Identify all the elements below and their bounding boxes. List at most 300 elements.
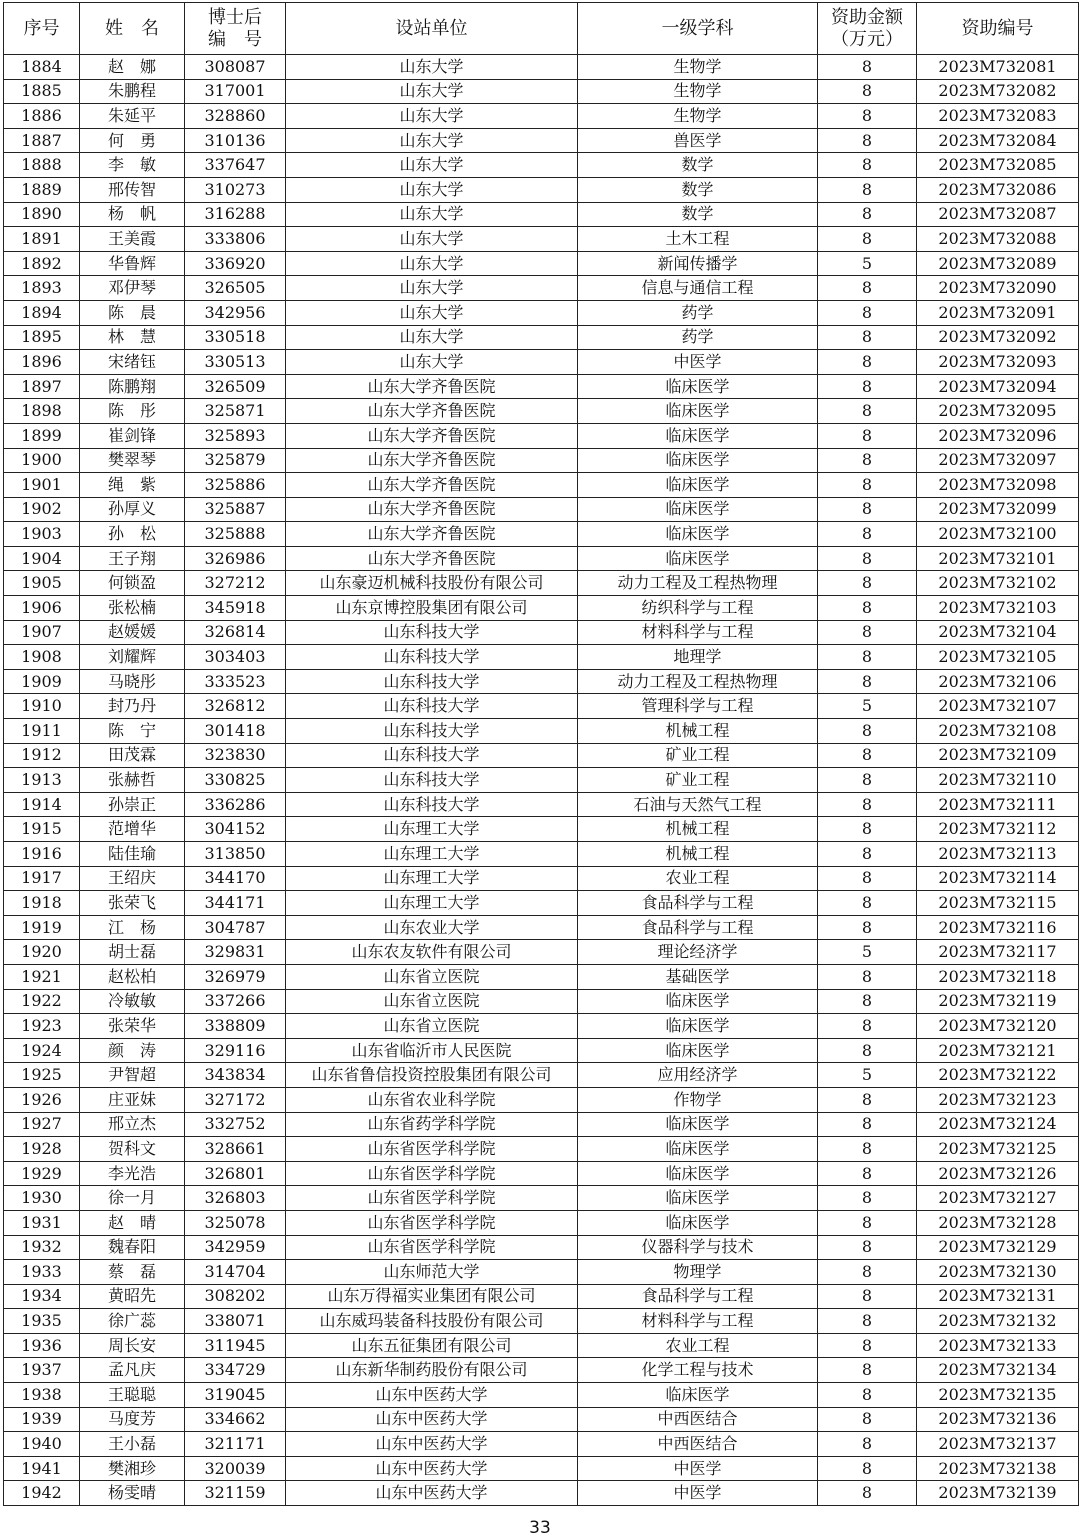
table-row: [4, 866, 1079, 891]
cell-discipline: 临床医学: [578, 522, 818, 547]
table-row: [4, 473, 1079, 498]
cell-postdoc-id: 326803: [185, 1186, 286, 1211]
cell-name: 徐一月: [80, 1186, 185, 1211]
cell-grant-id: 2023M732081: [917, 55, 1079, 80]
cell-amount: 8: [818, 325, 917, 350]
cell-amount: 8: [818, 104, 917, 129]
cell-name: 孙 松: [80, 522, 185, 547]
cell-amount: 8: [818, 128, 917, 153]
table-row: [4, 423, 1079, 448]
cell-amount: 8: [818, 276, 917, 301]
table-row: [4, 1112, 1079, 1137]
cell-station: 山东农业大学: [286, 915, 578, 940]
cell-discipline: 临床医学: [578, 1161, 818, 1186]
cell-station: 山东科技大学: [286, 768, 578, 793]
cell-amount: 8: [818, 522, 917, 547]
cell-grant-id: 2023M732131: [917, 1284, 1079, 1309]
cell-discipline: 矿业工程: [578, 768, 818, 793]
cell-postdoc-id: 330518: [185, 325, 286, 350]
cell-name: 马晓彤: [80, 669, 185, 694]
header-postdoc-id-line1: 博士后: [208, 6, 262, 28]
cell-name: 陈鹏翔: [80, 374, 185, 399]
cell-postdoc-id: 336286: [185, 792, 286, 817]
cell-discipline: 临床医学: [578, 1383, 818, 1408]
cell-seq: 1921: [4, 964, 80, 989]
header-row: [4, 3, 1079, 55]
table-row: [4, 448, 1079, 473]
cell-postdoc-id: 328860: [185, 104, 286, 129]
cell-discipline: 农业工程: [578, 1333, 818, 1358]
cell-name: 尹智超: [80, 1063, 185, 1088]
cell-seq: 1940: [4, 1432, 80, 1457]
cell-discipline: 基础医学: [578, 964, 818, 989]
cell-seq: 1935: [4, 1309, 80, 1334]
cell-station: 山东大学齐鲁医院: [286, 473, 578, 498]
cell-postdoc-id: 301418: [185, 719, 286, 744]
cell-discipline: 临床医学: [578, 1014, 818, 1039]
header-amount-line2: （万元）: [831, 28, 903, 50]
cell-station: 山东大学齐鲁医院: [286, 374, 578, 399]
table-row: [4, 1235, 1079, 1260]
cell-grant-id: 2023M732126: [917, 1161, 1079, 1186]
cell-station: 山东京博控股集团有限公司: [286, 596, 578, 621]
cell-amount: 8: [818, 1383, 917, 1408]
cell-station: 山东省医学科学院: [286, 1186, 578, 1211]
cell-seq: 1932: [4, 1235, 80, 1260]
cell-postdoc-id: 334729: [185, 1358, 286, 1383]
cell-seq: 1911: [4, 719, 80, 744]
table-row: [4, 1186, 1079, 1211]
cell-name: 邢传智: [80, 177, 185, 202]
cell-name: 杨雯晴: [80, 1481, 185, 1506]
table-row: [4, 719, 1079, 744]
cell-station: 山东大学: [286, 251, 578, 276]
cell-discipline: 石油与天然气工程: [578, 792, 818, 817]
table-row: [4, 1210, 1079, 1235]
cell-name: 何 勇: [80, 128, 185, 153]
cell-seq: 1920: [4, 940, 80, 965]
cell-station: 山东省立医院: [286, 964, 578, 989]
cell-discipline: 物理学: [578, 1260, 818, 1285]
cell-grant-id: 2023M732112: [917, 817, 1079, 842]
cell-discipline: 动力工程及工程热物理: [578, 571, 818, 596]
cell-name: 李 敏: [80, 153, 185, 178]
cell-postdoc-id: 325078: [185, 1210, 286, 1235]
table-row: [4, 1309, 1079, 1334]
table-row: [4, 669, 1079, 694]
cell-name: 陈 晨: [80, 300, 185, 325]
cell-station: 山东大学齐鲁医院: [286, 522, 578, 547]
cell-amount: 8: [818, 177, 917, 202]
cell-discipline: 临床医学: [578, 399, 818, 424]
cell-grant-id: 2023M732101: [917, 546, 1079, 571]
cell-name: 朱延平: [80, 104, 185, 129]
cell-amount: 8: [818, 1456, 917, 1481]
table-row: [4, 1407, 1079, 1432]
cell-amount: 8: [818, 792, 917, 817]
cell-discipline: 临床医学: [578, 546, 818, 571]
table-row: [4, 202, 1079, 227]
cell-name: 蔡 磊: [80, 1260, 185, 1285]
cell-seq: 1912: [4, 743, 80, 768]
cell-postdoc-id: 326814: [185, 620, 286, 645]
cell-grant-id: 2023M732139: [917, 1481, 1079, 1506]
funding-roster-table: [3, 2, 1079, 1506]
cell-amount: 8: [818, 1309, 917, 1334]
cell-name: 张荣华: [80, 1014, 185, 1039]
cell-grant-id: 2023M732134: [917, 1358, 1079, 1383]
cell-grant-id: 2023M732136: [917, 1407, 1079, 1432]
cell-grant-id: 2023M732130: [917, 1260, 1079, 1285]
cell-postdoc-id: 333806: [185, 227, 286, 252]
cell-postdoc-id: 317001: [185, 79, 286, 104]
cell-seq: 1931: [4, 1210, 80, 1235]
cell-grant-id: 2023M732118: [917, 964, 1079, 989]
cell-grant-id: 2023M732093: [917, 350, 1079, 375]
cell-amount: 8: [818, 55, 917, 80]
cell-seq: 1936: [4, 1333, 80, 1358]
table-row: [4, 1383, 1079, 1408]
cell-discipline: 生物学: [578, 55, 818, 80]
cell-discipline: 临床医学: [578, 473, 818, 498]
cell-grant-id: 2023M732138: [917, 1456, 1079, 1481]
cell-postdoc-id: 310273: [185, 177, 286, 202]
cell-postdoc-id: 325888: [185, 522, 286, 547]
cell-amount: 8: [818, 891, 917, 916]
table-row: [4, 1137, 1079, 1162]
table-row: [4, 964, 1079, 989]
cell-grant-id: 2023M732106: [917, 669, 1079, 694]
cell-discipline: 动力工程及工程热物理: [578, 669, 818, 694]
cell-station: 山东省医学科学院: [286, 1210, 578, 1235]
cell-amount: 8: [818, 497, 917, 522]
cell-grant-id: 2023M732128: [917, 1210, 1079, 1235]
cell-seq: 1908: [4, 645, 80, 670]
header-amount: [818, 3, 917, 55]
cell-discipline: 中医学: [578, 1456, 818, 1481]
cell-name: 赵松柏: [80, 964, 185, 989]
cell-amount: 5: [818, 251, 917, 276]
cell-station: 山东科技大学: [286, 620, 578, 645]
cell-postdoc-id: 314704: [185, 1260, 286, 1285]
cell-discipline: 生物学: [578, 104, 818, 129]
cell-station: 山东省鲁信投资控股集团有限公司: [286, 1063, 578, 1088]
table-row: [4, 300, 1079, 325]
cell-station: 山东科技大学: [286, 792, 578, 817]
cell-grant-id: 2023M732122: [917, 1063, 1079, 1088]
table-row: [4, 842, 1079, 867]
cell-postdoc-id: 308202: [185, 1284, 286, 1309]
cell-grant-id: 2023M732124: [917, 1112, 1079, 1137]
cell-postdoc-id: 321171: [185, 1432, 286, 1457]
cell-name: 王美霞: [80, 227, 185, 252]
table-row: [4, 1038, 1079, 1063]
cell-amount: 8: [818, 1333, 917, 1358]
cell-station: 山东大学: [286, 79, 578, 104]
cell-name: 颜 涛: [80, 1038, 185, 1063]
cell-grant-id: 2023M732120: [917, 1014, 1079, 1039]
cell-seq: 1937: [4, 1358, 80, 1383]
cell-station: 山东省立医院: [286, 1014, 578, 1039]
cell-seq: 1898: [4, 399, 80, 424]
table-row: [4, 620, 1079, 645]
cell-name: 张赫哲: [80, 768, 185, 793]
cell-postdoc-id: 344170: [185, 866, 286, 891]
cell-amount: 8: [818, 350, 917, 375]
cell-station: 山东省医学科学院: [286, 1161, 578, 1186]
cell-seq: 1902: [4, 497, 80, 522]
cell-seq: 1892: [4, 251, 80, 276]
cell-grant-id: 2023M732109: [917, 743, 1079, 768]
cell-amount: 8: [818, 227, 917, 252]
cell-station: 山东五征集团有限公司: [286, 1333, 578, 1358]
cell-name: 张松楠: [80, 596, 185, 621]
cell-seq: 1938: [4, 1383, 80, 1408]
cell-discipline: 地理学: [578, 645, 818, 670]
cell-name: 朱鹏程: [80, 79, 185, 104]
cell-seq: 1897: [4, 374, 80, 399]
cell-discipline: 信息与通信工程: [578, 276, 818, 301]
cell-seq: 1887: [4, 128, 80, 153]
table-row: [4, 1014, 1079, 1039]
cell-grant-id: 2023M732117: [917, 940, 1079, 965]
cell-grant-id: 2023M732119: [917, 989, 1079, 1014]
cell-postdoc-id: 311945: [185, 1333, 286, 1358]
cell-discipline: 食品科学与工程: [578, 1284, 818, 1309]
cell-postdoc-id: 330825: [185, 768, 286, 793]
cell-seq: 1941: [4, 1456, 80, 1481]
page-number: 33: [529, 1518, 551, 1538]
cell-name: 崔剑锋: [80, 423, 185, 448]
cell-name: 贺科文: [80, 1137, 185, 1162]
cell-name: 孙崇正: [80, 792, 185, 817]
cell-name: 王聪聪: [80, 1383, 185, 1408]
cell-grant-id: 2023M732129: [917, 1235, 1079, 1260]
cell-postdoc-id: 325879: [185, 448, 286, 473]
table-row: [4, 768, 1079, 793]
header-seq: 序号: [4, 3, 80, 55]
cell-seq: 1906: [4, 596, 80, 621]
cell-grant-id: 2023M732083: [917, 104, 1079, 129]
cell-amount: 8: [818, 596, 917, 621]
cell-station: 山东省医学科学院: [286, 1137, 578, 1162]
cell-amount: 8: [818, 645, 917, 670]
cell-grant-id: 2023M732108: [917, 719, 1079, 744]
cell-name: 孙厚义: [80, 497, 185, 522]
cell-discipline: 材料科学与工程: [578, 620, 818, 645]
cell-name: 冷敏敏: [80, 989, 185, 1014]
cell-discipline: 纺织科学与工程: [578, 596, 818, 621]
cell-grant-id: 2023M732098: [917, 473, 1079, 498]
cell-seq: 1927: [4, 1112, 80, 1137]
cell-postdoc-id: 303403: [185, 645, 286, 670]
cell-postdoc-id: 308087: [185, 55, 286, 80]
cell-discipline: 数学: [578, 153, 818, 178]
cell-seq: 1905: [4, 571, 80, 596]
cell-discipline: 化学工程与技术: [578, 1358, 818, 1383]
table-row: [4, 792, 1079, 817]
cell-discipline: 临床医学: [578, 1137, 818, 1162]
cell-postdoc-id: 326979: [185, 964, 286, 989]
cell-discipline: 临床医学: [578, 1112, 818, 1137]
cell-discipline: 数学: [578, 202, 818, 227]
cell-station: 山东科技大学: [286, 645, 578, 670]
cell-discipline: 临床医学: [578, 448, 818, 473]
cell-name: 樊湘珍: [80, 1456, 185, 1481]
table-row: [4, 817, 1079, 842]
cell-station: 山东省药学科学院: [286, 1112, 578, 1137]
cell-name: 李光浩: [80, 1161, 185, 1186]
cell-amount: 8: [818, 1358, 917, 1383]
table-row: [4, 891, 1079, 916]
cell-station: 山东大学齐鲁医院: [286, 546, 578, 571]
cell-name: 马度芳: [80, 1407, 185, 1432]
cell-name: 孟凡庆: [80, 1358, 185, 1383]
cell-amount: 8: [818, 669, 917, 694]
cell-amount: 8: [818, 300, 917, 325]
header-discipline: 一级学科: [578, 3, 818, 55]
cell-seq: 1891: [4, 227, 80, 252]
cell-station: 山东科技大学: [286, 743, 578, 768]
cell-discipline: 理论经济学: [578, 940, 818, 965]
cell-seq: 1934: [4, 1284, 80, 1309]
cell-discipline: 临床医学: [578, 1186, 818, 1211]
cell-station: 山东中医药大学: [286, 1383, 578, 1408]
cell-name: 杨 帆: [80, 202, 185, 227]
cell-discipline: 作物学: [578, 1087, 818, 1112]
cell-seq: 1896: [4, 350, 80, 375]
cell-grant-id: 2023M732097: [917, 448, 1079, 473]
cell-seq: 1910: [4, 694, 80, 719]
cell-name: 魏春阳: [80, 1235, 185, 1260]
cell-name: 邢立杰: [80, 1112, 185, 1137]
cell-station: 山东省医学科学院: [286, 1235, 578, 1260]
cell-station: 山东科技大学: [286, 694, 578, 719]
cell-discipline: 食品科学与工程: [578, 891, 818, 916]
cell-name: 陈 彤: [80, 399, 185, 424]
cell-discipline: 临床医学: [578, 1210, 818, 1235]
header-grant-id: 资助编号: [917, 3, 1079, 55]
cell-name: 王绍庆: [80, 866, 185, 891]
cell-amount: 8: [818, 620, 917, 645]
cell-postdoc-id: 313850: [185, 842, 286, 867]
table-body: [4, 55, 1079, 1506]
cell-discipline: 数学: [578, 177, 818, 202]
table-row: [4, 374, 1079, 399]
cell-amount: 8: [818, 79, 917, 104]
cell-discipline: 临床医学: [578, 423, 818, 448]
cell-seq: 1919: [4, 915, 80, 940]
cell-name: 田茂霖: [80, 743, 185, 768]
cell-name: 江 杨: [80, 915, 185, 940]
header-postdoc-id: [185, 3, 286, 55]
cell-amount: 8: [818, 473, 917, 498]
cell-station: 山东省立医院: [286, 989, 578, 1014]
table-row: [4, 522, 1079, 547]
cell-grant-id: 2023M732100: [917, 522, 1079, 547]
cell-station: 山东中医药大学: [286, 1432, 578, 1457]
cell-seq: 1904: [4, 546, 80, 571]
cell-postdoc-id: 327212: [185, 571, 286, 596]
cell-name: 周长安: [80, 1333, 185, 1358]
cell-amount: 8: [818, 1481, 917, 1506]
cell-station: 山东省临沂市人民医院: [286, 1038, 578, 1063]
cell-amount: 8: [818, 1112, 917, 1137]
cell-name: 王小磊: [80, 1432, 185, 1457]
cell-amount: 8: [818, 1284, 917, 1309]
cell-discipline: 应用经济学: [578, 1063, 818, 1088]
cell-postdoc-id: 334662: [185, 1407, 286, 1432]
table-header: [4, 3, 1079, 55]
cell-postdoc-id: 343834: [185, 1063, 286, 1088]
table-row: [4, 350, 1079, 375]
cell-seq: 1900: [4, 448, 80, 473]
cell-grant-id: 2023M732091: [917, 300, 1079, 325]
cell-station: 山东科技大学: [286, 719, 578, 744]
cell-seq: 1885: [4, 79, 80, 104]
cell-name: 林 慧: [80, 325, 185, 350]
cell-discipline: 机械工程: [578, 719, 818, 744]
cell-grant-id: 2023M732113: [917, 842, 1079, 867]
cell-amount: 8: [818, 399, 917, 424]
table-row: [4, 1333, 1079, 1358]
cell-amount: 8: [818, 743, 917, 768]
table-row: [4, 177, 1079, 202]
cell-postdoc-id: 310136: [185, 128, 286, 153]
cell-postdoc-id: 327172: [185, 1087, 286, 1112]
cell-grant-id: 2023M732121: [917, 1038, 1079, 1063]
cell-grant-id: 2023M732104: [917, 620, 1079, 645]
cell-station: 山东中医药大学: [286, 1456, 578, 1481]
cell-discipline: 中医学: [578, 1481, 818, 1506]
cell-seq: 1886: [4, 104, 80, 129]
table-row: [4, 276, 1079, 301]
table-row: [4, 596, 1079, 621]
cell-postdoc-id: 333523: [185, 669, 286, 694]
cell-amount: 8: [818, 842, 917, 867]
cell-discipline: 矿业工程: [578, 743, 818, 768]
cell-postdoc-id: 304787: [185, 915, 286, 940]
cell-name: 赵 娜: [80, 55, 185, 80]
table-row: [4, 1284, 1079, 1309]
cell-amount: 5: [818, 694, 917, 719]
cell-amount: 8: [818, 1087, 917, 1112]
cell-name: 赵 晴: [80, 1210, 185, 1235]
cell-station: 山东师范大学: [286, 1260, 578, 1285]
cell-amount: 8: [818, 1260, 917, 1285]
cell-discipline: 临床医学: [578, 1038, 818, 1063]
cell-postdoc-id: 325886: [185, 473, 286, 498]
cell-station: 山东大学: [286, 350, 578, 375]
cell-seq: 1890: [4, 202, 80, 227]
cell-amount: 8: [818, 817, 917, 842]
cell-seq: 1942: [4, 1481, 80, 1506]
cell-postdoc-id: 326801: [185, 1161, 286, 1186]
cell-name: 胡士磊: [80, 940, 185, 965]
cell-name: 刘耀辉: [80, 645, 185, 670]
cell-name: 陆佳瑜: [80, 842, 185, 867]
cell-amount: 8: [818, 1432, 917, 1457]
cell-discipline: 土木工程: [578, 227, 818, 252]
cell-amount: 5: [818, 940, 917, 965]
cell-seq: 1894: [4, 300, 80, 325]
cell-seq: 1893: [4, 276, 80, 301]
table-row: [4, 645, 1079, 670]
table-row: [4, 940, 1079, 965]
cell-seq: 1907: [4, 620, 80, 645]
cell-discipline: 临床医学: [578, 374, 818, 399]
cell-postdoc-id: 329116: [185, 1038, 286, 1063]
